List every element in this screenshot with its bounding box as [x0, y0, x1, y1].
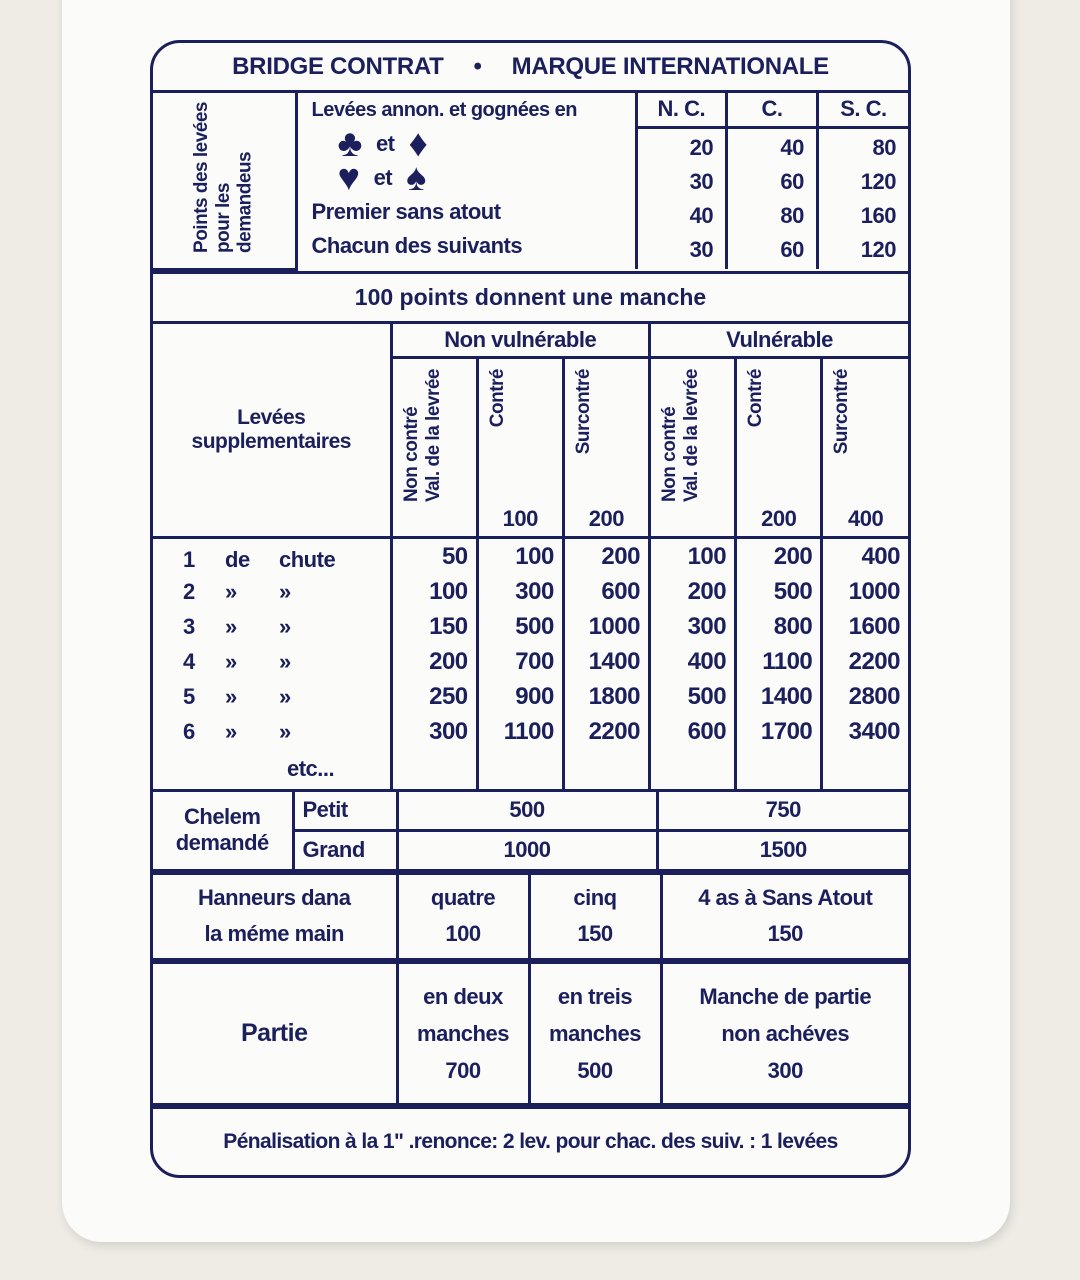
- undertrick-label: 6 » »: [153, 714, 391, 749]
- undertrick-row: [153, 609, 908, 644]
- game-note: 100 points donnent une manche: [153, 274, 908, 324]
- undertrick-value: 2800: [822, 679, 908, 714]
- etc-label: etc...: [153, 749, 391, 789]
- slam-section: [153, 792, 908, 875]
- title-right: MARQUE INTERNATIONALE: [511, 52, 829, 80]
- honors-four: quatre 100: [397, 875, 529, 960]
- rubber-two-games: en deux manches 700: [397, 964, 529, 1104]
- club-icon: ♣: [337, 123, 362, 165]
- undertrick-value: 100: [391, 574, 477, 609]
- undertrick-label: 3 » »: [153, 609, 391, 644]
- grand-slam-v: 1500: [657, 830, 908, 870]
- col-nc: N. C.: [636, 93, 727, 127]
- undertrick-value: 200: [649, 574, 735, 609]
- undertrick-value: 300: [477, 574, 563, 609]
- undertrick-value: 2200: [563, 714, 649, 749]
- overtrick-value: 400: [848, 506, 884, 531]
- undertrick-value: 3400: [822, 714, 908, 749]
- card-title: [153, 43, 908, 93]
- overtrick-col-0: Non contré Val. de la levrée: [391, 358, 477, 538]
- undertrick-value: 200: [736, 539, 822, 574]
- undertrick-value: 900: [477, 679, 563, 714]
- undertrick-label: 1 de chute: [153, 539, 391, 574]
- undertrick-row: [153, 539, 908, 574]
- undertrick-value: 1800: [563, 679, 649, 714]
- col-c: C.: [727, 93, 818, 127]
- undertrick-value: 700: [477, 644, 563, 679]
- undertrick-value: 300: [391, 714, 477, 749]
- penalty-note: Pénalisation à la 1" .renonce: 2 lev. pour chac. des suiv. : 1 levées: [223, 1129, 838, 1153]
- heart-icon: ♥: [337, 157, 360, 199]
- overtrick-value: [651, 506, 734, 536]
- values-sc: 80 120 160 120: [817, 127, 908, 269]
- undertrick-row: [153, 714, 908, 749]
- undertrick-value: 150: [391, 609, 477, 644]
- group-vulnerable: Vulnérable: [649, 324, 908, 358]
- empty-cell: [477, 749, 563, 789]
- overtricks-label: Levées supplementaires: [153, 324, 391, 538]
- undertrick-value: 1700: [736, 714, 822, 749]
- undertrick-row: [153, 644, 908, 679]
- undertrick-label: 2 » »: [153, 574, 391, 609]
- undertrick-value: 600: [563, 574, 649, 609]
- undertrick-label: 4 » »: [153, 644, 391, 679]
- undertrick-value: 600: [649, 714, 735, 749]
- small-slam-v: 750: [657, 792, 908, 830]
- overtrick-col-5: Surcontré 400: [822, 358, 908, 538]
- grand-slam-nv: 1000: [397, 830, 657, 870]
- undertrick-value: 50: [391, 539, 477, 574]
- trick-points-section: [153, 93, 908, 274]
- undertrick-value: 400: [822, 539, 908, 574]
- small-slam-nv: 500: [397, 792, 657, 830]
- overtrick-col-3: Non contré Val. de la levrée: [649, 358, 735, 538]
- overtricks-undertricks-section: [153, 324, 908, 793]
- undertrick-value: 500: [649, 679, 735, 714]
- undertrick-value: 1100: [477, 714, 563, 749]
- grand-slam-label: Grand: [293, 830, 397, 870]
- rubber-label: Partie: [153, 964, 397, 1104]
- overtrick-col-2: Surcontré 200: [563, 358, 649, 538]
- empty-cell: [822, 749, 908, 789]
- undertrick-label: 5 » »: [153, 679, 391, 714]
- overtrick-value: 200: [761, 506, 797, 531]
- undertrick-value: 1000: [563, 609, 649, 644]
- spade-icon: ♠: [406, 157, 426, 199]
- rubber-three-games: en treis manches 500: [529, 964, 661, 1104]
- undertrick-value: 100: [649, 539, 735, 574]
- rubber-section: [153, 964, 908, 1109]
- honors-section: [153, 875, 908, 965]
- overtrick-value: [393, 506, 476, 536]
- undertrick-value: 500: [477, 609, 563, 644]
- undertrick-row: [153, 679, 908, 714]
- undertrick-value: 2200: [822, 644, 908, 679]
- overtrick-value: 100: [502, 506, 538, 531]
- side-label: Points des levées pour les demandeus: [153, 93, 296, 269]
- undertrick-value: 100: [477, 539, 563, 574]
- group-non-vulnerable: Non vulnérable: [391, 324, 649, 358]
- empty-cell: [391, 749, 477, 789]
- trick-labels: Levées annon. et gognées en ♣ et ♦ ♥ et ♠ Premier sans atout Chacun des suivants: [296, 93, 636, 269]
- overtrick-col-4: Contré 200: [736, 358, 822, 538]
- undertrick-value: 800: [736, 609, 822, 644]
- undertrick-value: 200: [563, 539, 649, 574]
- col-sc: S. C.: [817, 93, 908, 127]
- small-slam-label: Petit: [293, 792, 397, 830]
- diamond-icon: ♦: [408, 123, 428, 165]
- title-bullet: •: [473, 52, 482, 80]
- undertrick-value: 200: [391, 644, 477, 679]
- undertrick-value: 400: [649, 644, 735, 679]
- honors-five: cinq 150: [529, 875, 661, 960]
- undertrick-value: 500: [736, 574, 822, 609]
- empty-cell: [736, 749, 822, 789]
- undertrick-value: 250: [391, 679, 477, 714]
- honors-label: Hanneurs dana la méme main: [153, 875, 397, 960]
- undertrick-value: 1000: [822, 574, 908, 609]
- undertrick-value: 1400: [736, 679, 822, 714]
- values-nc: 20 30 40 30: [636, 127, 727, 269]
- overtrick-value: 200: [588, 506, 624, 531]
- overtrick-col-1: Contré 100: [477, 358, 563, 538]
- undertrick-row: [153, 574, 908, 609]
- score-table-frame: [150, 40, 911, 1178]
- undertrick-value: 1100: [736, 644, 822, 679]
- slam-label: Chelem demandé: [153, 792, 293, 870]
- title-left: BRIDGE CONTRAT: [232, 52, 444, 80]
- honors-four-aces: 4 as à Sans Atout 150: [661, 875, 908, 960]
- undertrick-value: 1400: [563, 644, 649, 679]
- empty-cell: [563, 749, 649, 789]
- empty-cell: [649, 749, 735, 789]
- undertrick-value: 300: [649, 609, 735, 644]
- rubber-unfinished: Manche de partie non achéves 300: [661, 964, 908, 1104]
- values-c: 40 60 80 60: [727, 127, 818, 269]
- undertrick-value: 1600: [822, 609, 908, 644]
